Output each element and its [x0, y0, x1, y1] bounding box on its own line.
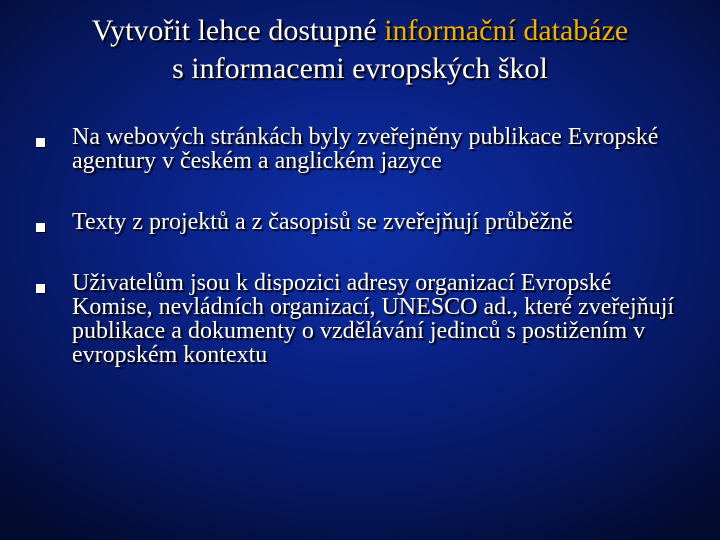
title-line-1 [0, 12, 720, 50]
square-bullet-icon [36, 284, 45, 293]
bullet-list [36, 125, 686, 404]
title-text: Vytvořit lehce dostupné [91, 14, 385, 47]
square-bullet-icon [36, 138, 45, 147]
bullet-item [36, 271, 686, 367]
square-bullet-icon [36, 223, 45, 232]
bullet-text: Na webových stránkách byly zveřejněny publikace Evropské agentury v českém a anglickém jazyce [72, 124, 659, 174]
bullet-item [36, 125, 686, 173]
title-line-2: s informacemi evropských škol [172, 52, 548, 85]
bullet-text: Uživatelům jsou k dispozici adresy organizací Evropské Komise, nevládních organizací, UNESCO ad., které zveřejňují publikace a dokumenty o vzdělávání jedinců s postižením v evropském kontextu [72, 270, 675, 368]
slide-title [0, 12, 720, 88]
bullet-text: Texty z projektů a z časopisů se zveřejňují průběžně [72, 209, 573, 235]
bullet-item [36, 210, 686, 234]
title-highlight: informační databáze [384, 14, 629, 47]
